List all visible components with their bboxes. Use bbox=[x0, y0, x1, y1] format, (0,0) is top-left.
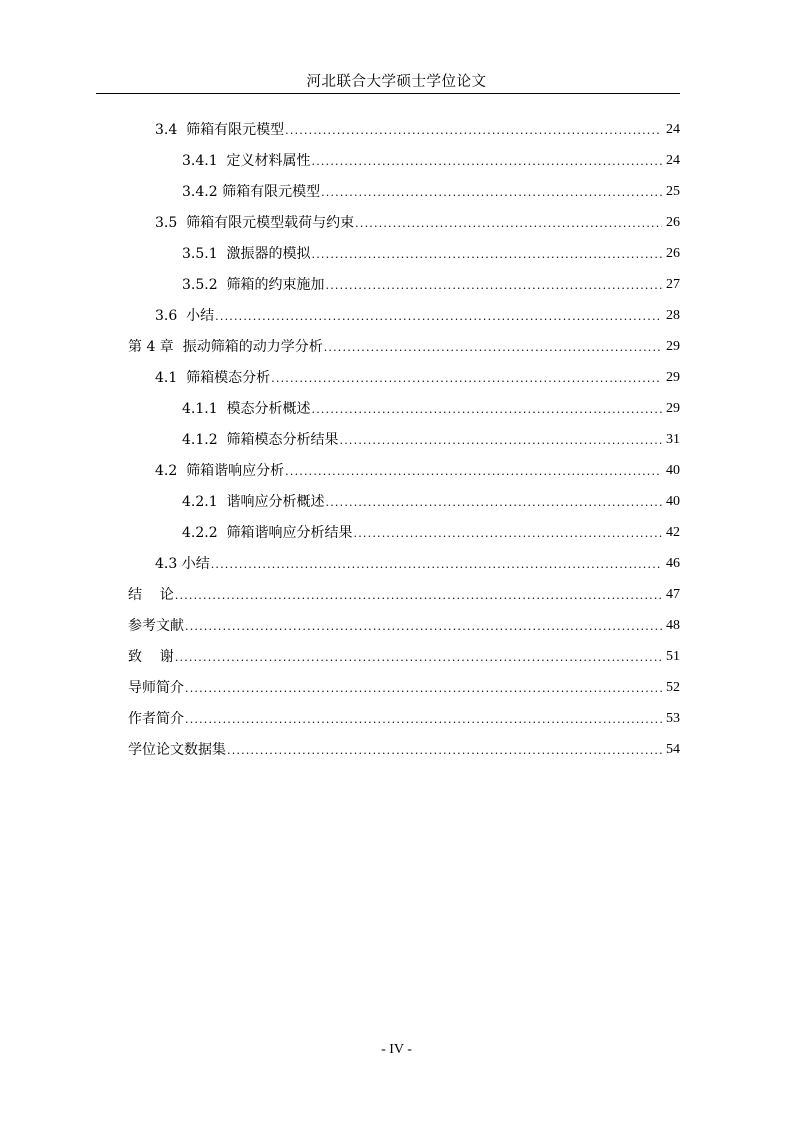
toc-entry-page: 31 bbox=[666, 432, 680, 447]
toc-leader-dots bbox=[285, 460, 662, 484]
toc-leader-dots bbox=[340, 429, 662, 453]
toc-leader-dots bbox=[185, 708, 662, 732]
toc-leader-dots bbox=[271, 367, 662, 391]
toc-entry-title: 筛箱有限元模型 bbox=[222, 184, 321, 200]
toc-entry-title: 筛箱谐响应分析 bbox=[186, 463, 285, 479]
toc-leader-dots bbox=[324, 336, 662, 360]
toc-entry-page: 40 bbox=[666, 494, 680, 509]
toc-entry[interactable] bbox=[182, 521, 680, 545]
toc-entry-title: 小结 bbox=[186, 308, 215, 324]
toc-entry-number: 3.4.1 bbox=[182, 153, 227, 169]
toc-entry[interactable] bbox=[128, 583, 680, 607]
toc-entry[interactable] bbox=[128, 614, 680, 638]
toc-entry[interactable] bbox=[128, 645, 680, 669]
toc-leader-dots bbox=[285, 119, 662, 143]
running-header: 河北联合大学硕士学位论文 bbox=[306, 74, 487, 90]
toc-entry-title: 定义材料属性 bbox=[226, 153, 311, 169]
toc-entry-page: 24 bbox=[666, 122, 680, 137]
toc-entry-title: 学位论文数据集 bbox=[128, 742, 226, 758]
toc-entry-page: 51 bbox=[666, 649, 680, 664]
toc-entry[interactable] bbox=[182, 490, 680, 514]
toc-leader-dots bbox=[312, 398, 662, 422]
toc-entry[interactable] bbox=[182, 180, 680, 204]
header-divider bbox=[96, 93, 680, 94]
toc-entry[interactable] bbox=[155, 211, 680, 235]
toc-entry-title: 导师简介 bbox=[128, 680, 184, 696]
toc-entry-title: 筛箱模态分析 bbox=[186, 370, 271, 386]
toc-entry[interactable] bbox=[128, 738, 680, 762]
toc-leader-dots bbox=[175, 646, 662, 670]
toc-entry-number: 4.2.2 bbox=[182, 525, 227, 541]
toc-entry[interactable] bbox=[128, 676, 680, 700]
toc-entry-page: 48 bbox=[666, 618, 680, 633]
toc-entry[interactable] bbox=[128, 707, 680, 731]
toc-entry-title: 参考文献 bbox=[128, 618, 184, 634]
toc-entry-number: 3.5 bbox=[155, 215, 187, 231]
toc-entry-number: 4.1.1 bbox=[182, 401, 227, 417]
toc-leader-dots bbox=[354, 522, 662, 546]
toc-leader-dots bbox=[321, 181, 662, 205]
toc-entry-title: 筛箱模态分析结果 bbox=[226, 432, 339, 448]
toc-leader-dots bbox=[175, 584, 662, 608]
toc-entry[interactable] bbox=[155, 118, 680, 142]
toc-entry-number: 4.1 bbox=[155, 370, 187, 386]
toc-entry-page: 29 bbox=[666, 370, 680, 385]
toc-entry-number: 3.4.2 bbox=[182, 184, 223, 200]
toc-entry-page: 29 bbox=[666, 401, 680, 416]
toc-entry[interactable] bbox=[182, 397, 680, 421]
toc-entry[interactable] bbox=[182, 149, 680, 173]
toc-entry[interactable] bbox=[128, 335, 680, 359]
toc-entry-title: 筛箱的约束施加 bbox=[226, 277, 325, 293]
toc-entry-page: 27 bbox=[666, 277, 680, 292]
toc-entry-page: 25 bbox=[666, 184, 680, 199]
toc-entry-title: 模态分析概述 bbox=[226, 401, 311, 417]
toc-entry[interactable] bbox=[182, 428, 680, 452]
toc-entry-page: 26 bbox=[666, 246, 680, 261]
toc-entry-number: 4.3 bbox=[155, 556, 182, 572]
toc-entry-page: 52 bbox=[666, 680, 680, 695]
toc-entry-number: 第 4 章 bbox=[128, 339, 183, 355]
toc-leader-dots bbox=[326, 274, 662, 298]
toc-leader-dots bbox=[312, 150, 662, 174]
toc-entry-number: 3.5.2 bbox=[182, 277, 227, 293]
toc-entry[interactable] bbox=[182, 273, 680, 297]
toc-entry[interactable] bbox=[155, 552, 680, 576]
toc-leader-dots bbox=[312, 243, 662, 267]
toc-leader-dots bbox=[227, 739, 662, 763]
toc-entry-number: 4.2 bbox=[155, 463, 187, 479]
toc-leader-dots bbox=[215, 305, 662, 329]
toc-entry-title: 筛箱有限元模型 bbox=[186, 122, 285, 138]
toc-leader-dots bbox=[211, 553, 662, 577]
toc-entry[interactable] bbox=[182, 242, 680, 266]
toc-entry-title: 小结 bbox=[181, 556, 210, 572]
toc-entry-title: 筛箱有限元模型载荷与约束 bbox=[186, 215, 355, 231]
toc-entry-page: 54 bbox=[666, 742, 680, 757]
toc-entry-title: 振动筛箱的动力学分析 bbox=[182, 339, 323, 355]
toc-entry-number: 3.4 bbox=[155, 122, 187, 138]
toc-entry[interactable] bbox=[155, 366, 680, 390]
toc-entry-number: 3.6 bbox=[155, 308, 187, 324]
toc-entry-title: 谐响应分析概述 bbox=[226, 494, 325, 510]
toc-entry-title: 作者简介 bbox=[128, 711, 184, 727]
toc-entry-title: 激振器的模拟 bbox=[226, 246, 311, 262]
toc-entry-title: 筛箱谐响应分析结果 bbox=[226, 525, 353, 541]
toc-entry-number: 4.1.2 bbox=[182, 432, 227, 448]
toc-leader-dots bbox=[185, 615, 662, 639]
toc-leader-dots bbox=[355, 212, 662, 236]
toc-entry-page: 29 bbox=[666, 339, 680, 354]
toc-entry-page: 46 bbox=[666, 556, 680, 571]
toc-entry-page: 40 bbox=[666, 463, 680, 478]
toc-entry-page: 24 bbox=[666, 153, 680, 168]
toc-entry-number: 4.2.1 bbox=[182, 494, 227, 510]
toc-leader-dots bbox=[185, 677, 662, 701]
page-number: - IV - bbox=[381, 1042, 412, 1057]
toc-entry-title: 致 谢 bbox=[128, 649, 174, 665]
toc-leader-dots bbox=[326, 491, 662, 515]
toc-entry-page: 26 bbox=[666, 215, 680, 230]
toc-entry-page: 42 bbox=[666, 525, 680, 540]
toc-entry[interactable] bbox=[155, 304, 680, 328]
toc-entry-page: 28 bbox=[666, 308, 680, 323]
toc-entry-page: 47 bbox=[666, 587, 680, 602]
toc-entry-title: 结 论 bbox=[128, 587, 174, 603]
toc-entry[interactable] bbox=[155, 459, 680, 483]
toc-entry-page: 53 bbox=[666, 711, 680, 726]
toc-entry-number: 3.5.1 bbox=[182, 246, 227, 262]
